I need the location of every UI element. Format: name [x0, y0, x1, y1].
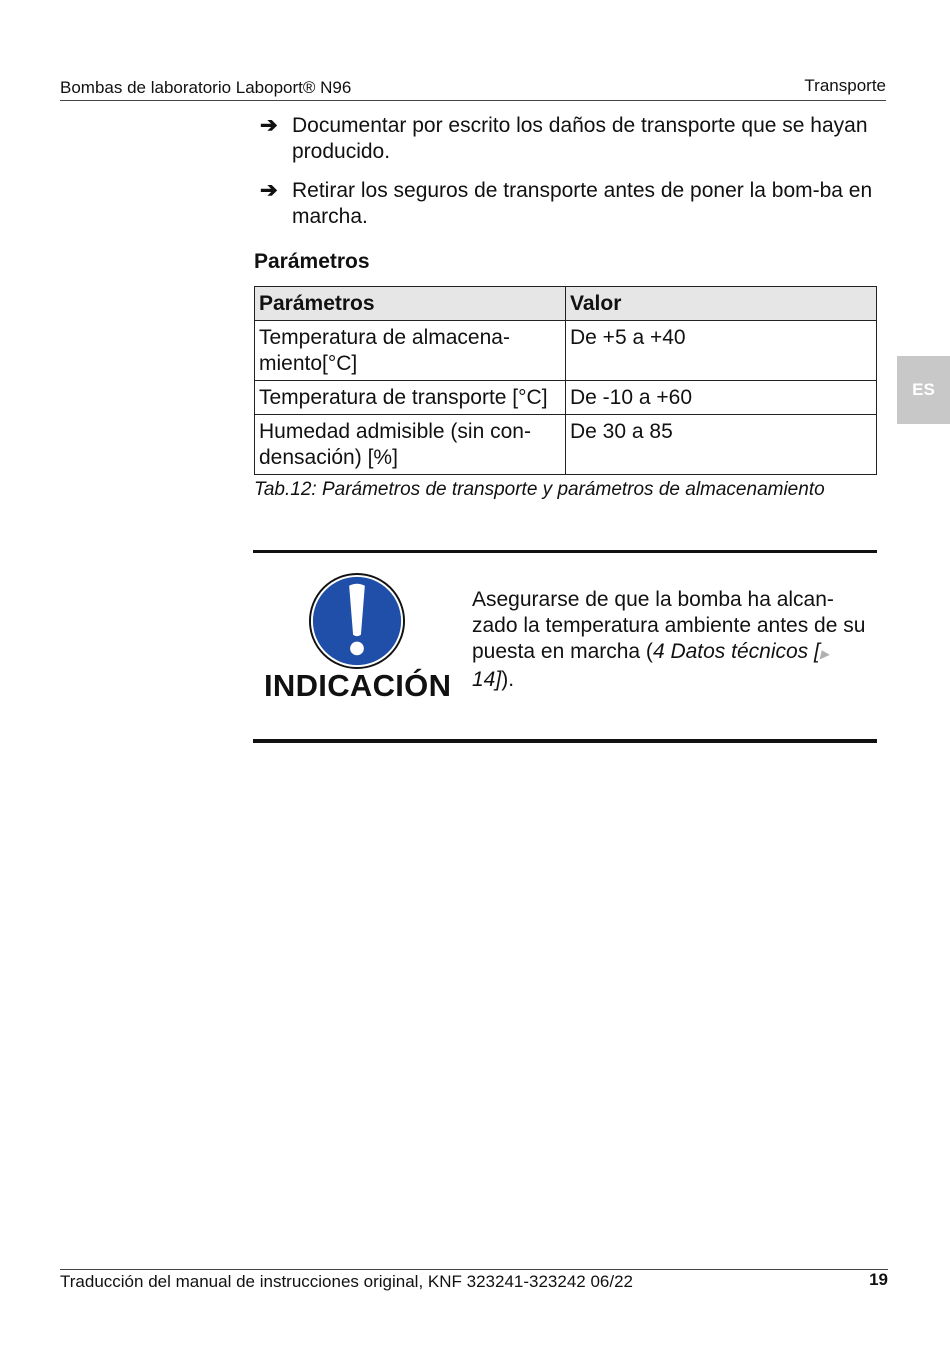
footer-divider [60, 1269, 888, 1270]
table-cell: Temperatura de transporte [°C] [255, 381, 566, 415]
table-cell: Temperatura de almacena-miento[°C] [255, 321, 566, 381]
instruction-item [254, 178, 877, 230]
language-tab: ES [897, 356, 950, 424]
table-row [255, 321, 877, 381]
reference-title: 4 Datos técnicos [652, 640, 809, 663]
note-end: ). [501, 668, 515, 691]
instruction-text: Retirar los seguros de transporte antes de poner la bom-ba en marcha. [292, 179, 873, 228]
exclamation-icon [308, 572, 406, 670]
table-row [255, 381, 877, 415]
table-caption: Tab.12: Parámetros de transporte y parámetros de almacenamiento [254, 479, 825, 500]
table-cell: De -10 a +60 [566, 381, 877, 415]
reference-close: ] [495, 668, 502, 691]
footer-text: Traducción del manual de instrucciones original, KNF 323241-323242 06/22 [60, 1272, 634, 1291]
table-header-cell: Valor [566, 287, 877, 321]
note-text [472, 587, 872, 693]
instruction-text: Documentar por escrito los daños de transporte que se hayan producido. [292, 114, 868, 163]
table-header-row [255, 287, 877, 321]
parameters-table [254, 286, 877, 475]
table-row [255, 415, 877, 475]
main-content [254, 113, 877, 501]
table-cell: De 30 a 85 [566, 415, 877, 475]
instruction-item [254, 113, 877, 165]
table-cell: De +5 a +40 [566, 321, 877, 381]
header-document-title: Bombas de laboratorio Laboport® N96 [60, 78, 352, 97]
note-body: Asegurarse de que la bomba ha alcan-zado la temperatura ambiente antes de su puesta en marcha ( [472, 588, 866, 663]
header-section-title: Transporte [804, 76, 886, 95]
header-divider [60, 100, 886, 101]
note-bottom-rule [253, 739, 877, 743]
note-top-rule [253, 550, 877, 553]
note-label: INDICACIÓN [264, 668, 452, 703]
section-title: Parámetros [254, 250, 370, 273]
table-header-cell: Parámetros [255, 287, 566, 321]
reference-open: [ [814, 640, 820, 663]
reference-page: 14 [472, 668, 496, 691]
page-number: 19 [869, 1270, 888, 1289]
arrow-right-icon: ➔ [260, 179, 278, 202]
arrow-right-icon: ➔ [260, 114, 278, 137]
table-cell: Humedad admisible (sin con-densación) [%] [255, 415, 566, 475]
play-arrow-icon: ▶ [819, 647, 830, 661]
